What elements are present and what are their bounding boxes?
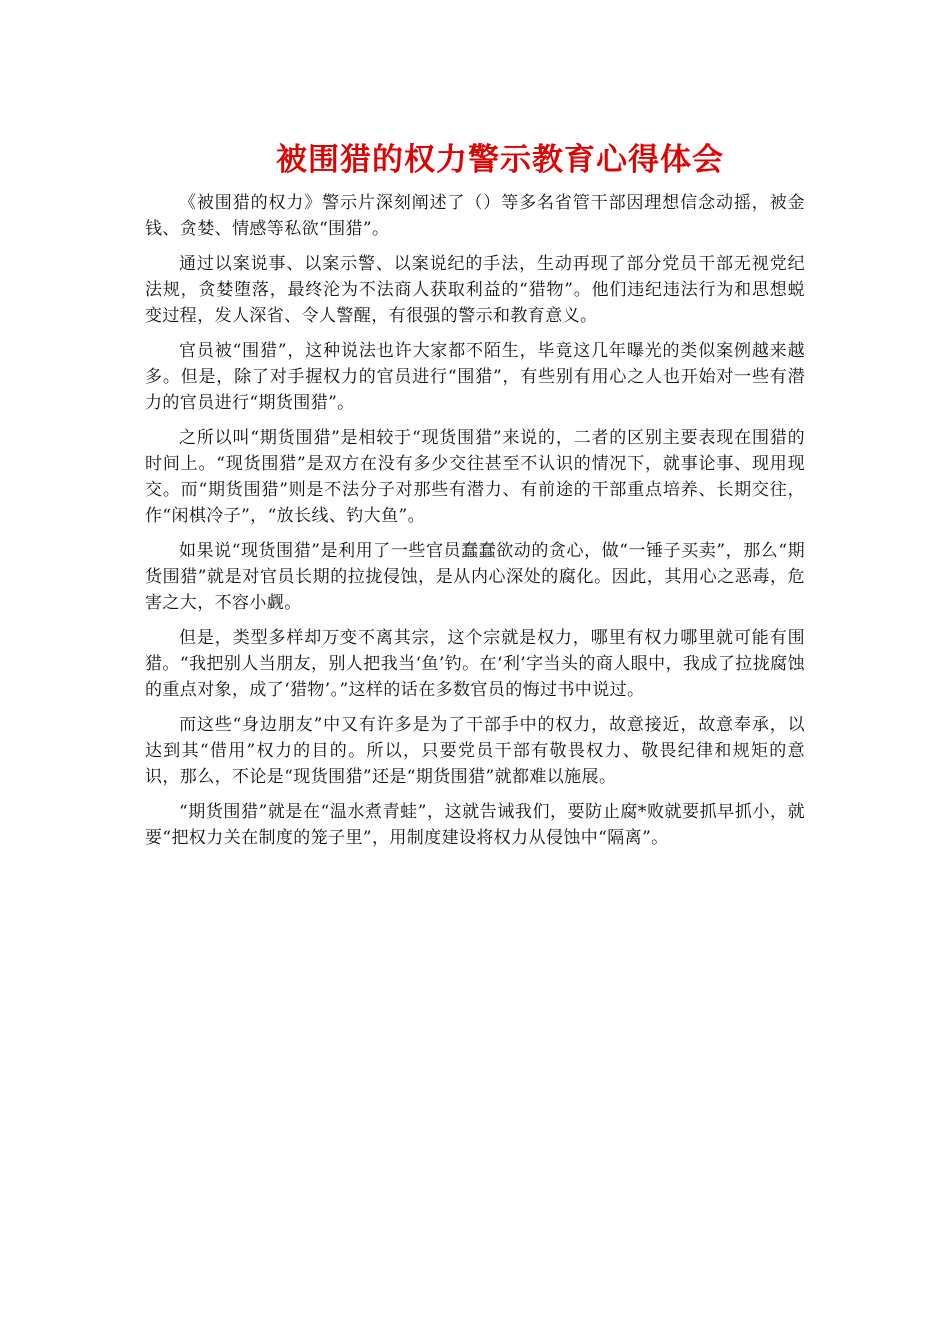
paragraph-3: 官员被“围猎”，这种说法也许大家都不陌生，毕竟这几年曝光的类似案例越来越多。但是，除了对手握权力的官员进行“围猎”，有些别有用心之人也开始对一些有潜力的官员进行“期货围猎”。 [145, 341, 805, 413]
paragraph-8: “期货围猎”就是在“温水煮青蛙”，这就告诫我们，要防止腐*败就要抓早抓小，就要“把权力关在制度的笼子里”，用制度建设将权力从侵蚀中“隔离”。 [145, 802, 805, 848]
document-body [145, 190, 805, 860]
paragraph-7: 而这些“身边朋友”中又有许多是为了干部手中的权力，故意接近，故意奉承，以达到其“借用”权力的目的。所以，只要党员干部有敬畏权力、敬畏纪律和规矩的意识，那么，不论是“现货围猎”还是“期货围猎”就都难以施展。 [145, 715, 805, 787]
paragraph-4: 之所以叫“期货围猎”是相较于“现货围猎”来说的，二者的区别主要表现在围猎的时间上。“现货围猎”是双方在没有多少交往甚至不认识的情况下，就事论事、现用现交。而“期货围猎”则是不法分子对那些有潜力、有前途的干部重点培养、长期交往，作“闲棋冷子”，“放长线、钓大鱼”。 [145, 428, 805, 526]
document-title: 被围猎的权力警示教育心得体会 [276, 142, 724, 178]
paragraph-5: 如果说“现货围猎”是利用了一些官员蠢蠢欲动的贪心，做“一锤子买卖”，那么“期货围猎”就是对官员长期的拉拢侵蚀，是从内心深处的腐化。因此，其用心之恶毒，危害之大，不容小觑。 [145, 541, 805, 613]
paragraph-2: 通过以案说事、以案示警、以案说纪的手法，生动再现了部分党员干部无视党纪法规，贪婪堕落，最终沦为不法商人获取利益的“猎物”。他们违纪违法行为和思想蜕变过程，发人深省、令人警醒，有很强的警示和教育意义。 [145, 254, 805, 326]
paragraph-6: 但是，类型多样却万变不离其宗，这个宗就是权力，哪里有权力哪里就可能有围猎。“我把别人当朋友，别人把我当‘鱼’钓。在‘利’字当头的商人眼中，我成了拉拢腐蚀的重点对象，成了‘猎物’。”这样的话在多数官员的悔过书中说过。 [145, 628, 805, 700]
paragraph-1: 《被围猎的权力》警示片深刻阐述了（）等多名省管干部因理想信念动摇，被金钱、贪婪、情感等私欲“围猎”。 [145, 193, 805, 239]
